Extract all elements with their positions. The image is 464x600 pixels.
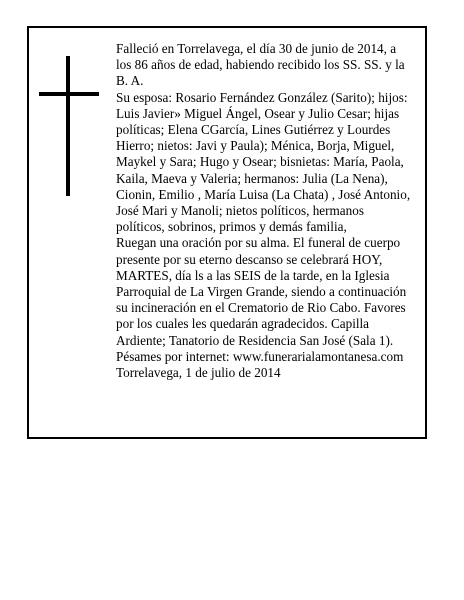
family-list: Su esposa: Rosario Fernández González (Sarito); hijos: Luis Javier» Miguel Ángel, Osear y Julio Cesar; hijas políticas; Elena CGarcía, Lines Gutiérrez y Lourdes Hierro; nietos: Javi y Paula); Ménica, Borja, Miguel, Maykel y Sara; Hugo y Osear; bisnietas: María, Paola, Kaila, Maeva y Valeria; hermanos: Julia (La Nena), Cionin, Emilio , María Luisa (La Chata) , José Antonio, José Mari y Manoli; nietos políticos, hermanos políticos, sobrinos, primos y demás familia, bbox=[116, 89, 411, 235]
funeral-details: Ruegan una oración por su alma. El funeral de cuerpo presente por su eterno descanso se celebrará HOY, MARTES, día ls a las SEIS de la tarde, en la Iglesia Parroquial de La Virgen Grande, siendo a continuación su incineración en el Crematorio de Rio Cabo. Favores por los cuales les quedarán agradecidos. Capilla Ardiente; Tanatorio de Residencia San José (Sala 1). bbox=[116, 235, 407, 348]
cross-horizontal-bar bbox=[39, 92, 99, 96]
notice-date: Torrelavega, 1 de julio de 2014 bbox=[116, 365, 281, 381]
death-announcement: Falleció en Torrelavega, el día 30 de junio de 2014, a los 86 años de edad, habiendo recibido los SS. SS. y la B. A. bbox=[116, 41, 405, 89]
cross-icon bbox=[29, 28, 109, 228]
obituary-notice bbox=[27, 26, 427, 439]
cross-vertical-bar bbox=[66, 56, 70, 196]
condolences-website: Pésames por internet: www.funerarialamontanesa.com bbox=[116, 348, 404, 364]
notice-body bbox=[116, 41, 414, 381]
